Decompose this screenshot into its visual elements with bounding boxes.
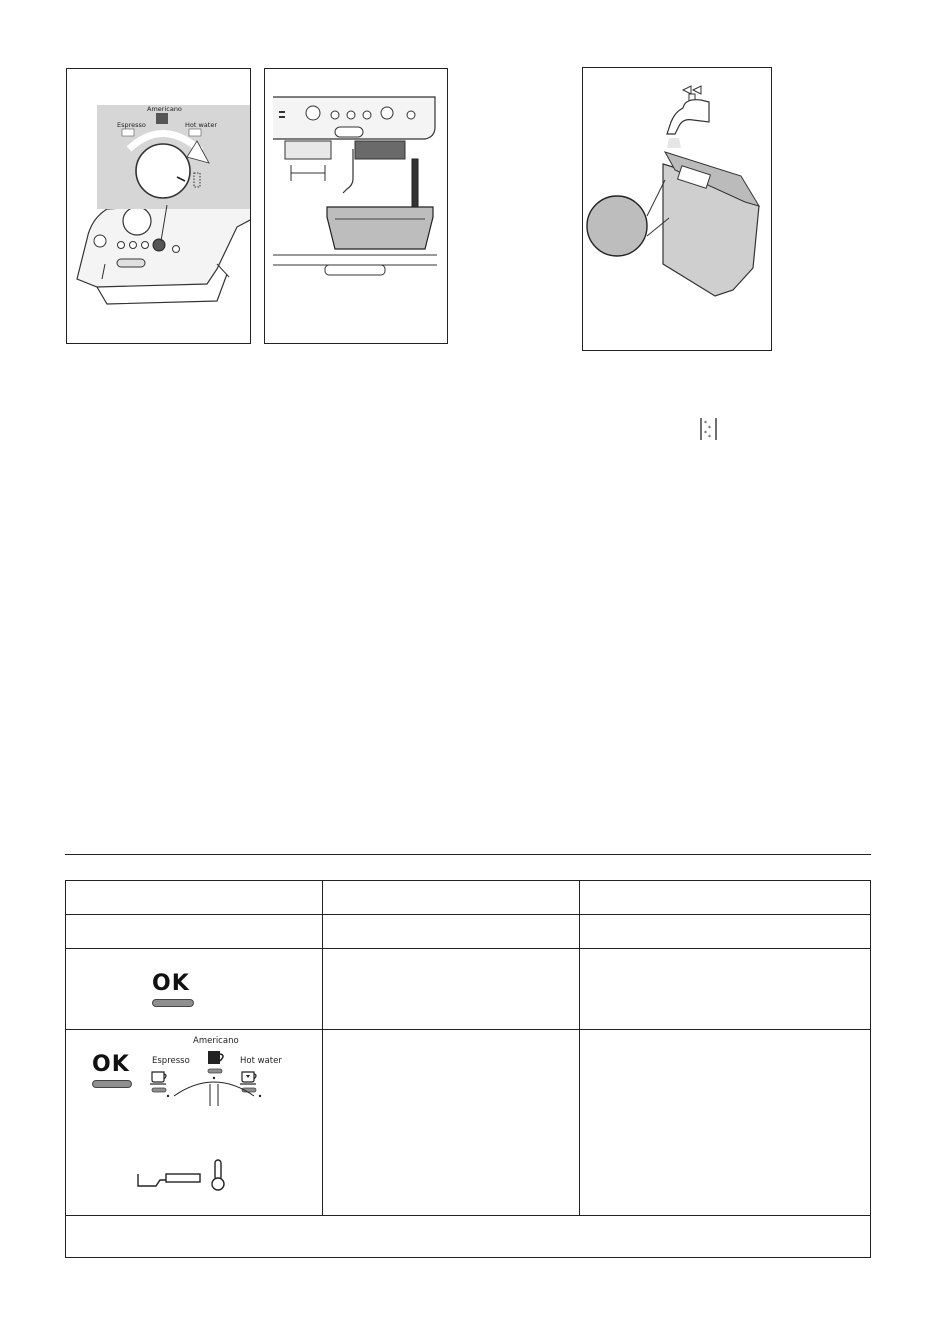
figure-dial-panel [66,68,251,344]
espresso-led [152,1088,166,1092]
svg-text:*: * [704,430,707,437]
table-cell [323,1030,580,1216]
portafilter-icon [138,1174,200,1186]
ok-led [92,1080,132,1088]
selector-diagram [146,1044,296,1114]
thermometer-icon [212,1160,224,1190]
table-header-cell [580,881,871,915]
status-table [65,880,871,1258]
table-cell [580,915,871,949]
table-cell [580,1030,871,1216]
table-cell [323,949,580,1030]
label-americano: Americano [193,1036,239,1046]
svg-text:*: * [708,434,711,441]
table-cell-empty [66,915,323,949]
section-divider [65,854,871,855]
table-header-cell [323,881,580,915]
label-espresso: Espresso [152,1056,190,1066]
dial-label-espresso: Espresso [117,121,146,129]
table-cell [323,915,580,949]
table-header-cell [66,881,323,915]
hot-water-cup-icon [240,1072,256,1084]
dial-label-hot-water: Hot water [185,121,217,129]
table-footer-row [66,1216,871,1258]
espresso-cup-icon [150,1072,166,1084]
svg-text:*: * [704,420,707,427]
tank-temperature-icons [136,1158,236,1192]
table-cell-indicators [66,1030,323,1216]
ok-label: OK [92,1052,130,1077]
label-hot-water: Hot water [240,1056,282,1066]
table-cell [580,949,871,1030]
water-tank-illustration [583,68,772,351]
drip-tray-illustration [265,69,448,344]
table-header-row [66,881,871,915]
table-row [66,915,871,949]
figure-drip-tray-panel [264,68,448,344]
americano-led [208,1069,222,1073]
dial-label-americano: Americano [147,105,182,113]
svg-text:*: * [708,425,711,432]
ok-label: OK [152,971,190,996]
americano-cup-icon [208,1051,223,1064]
table-row [66,1030,871,1216]
descale-icon [700,417,718,441]
figure-water-tank-panel [582,67,772,351]
table-footer-cell [66,1216,871,1258]
table-row [66,949,871,1030]
ok-led [152,999,194,1007]
table-cell-ok-indicator [66,949,323,1030]
